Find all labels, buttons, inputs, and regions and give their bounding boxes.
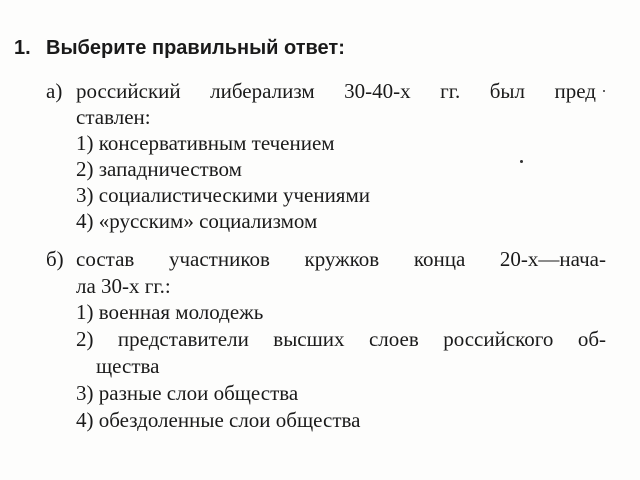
part-a-option-3: 3) социалистическими учениями [76, 183, 370, 207]
part-b-option-2: 2) представители высших слоев российского об- [76, 327, 606, 351]
part-a-option-4: 4) «русским» социализмом [76, 209, 318, 233]
part-b-label: б) [46, 247, 64, 271]
part-a-option-1: 1) консервативным течением [76, 131, 335, 155]
part-a-prompt-line1: российский либерализм 30-40-х гг. был пред [76, 79, 596, 103]
part-a-label: а) [46, 79, 63, 103]
part-b-option-3: 3) разные слои общества [76, 381, 299, 405]
part-b-option-4: 4) обездоленные слои общества [76, 408, 361, 432]
question-title: Выберите правильный ответ: [46, 37, 345, 59]
part-a-option-2: 2) западничеством [76, 157, 242, 181]
scan-speck [603, 90, 605, 92]
scan-speck [520, 160, 523, 163]
part-b-option-2-continuation: щества [96, 354, 160, 378]
question-number: 1. [14, 37, 31, 59]
part-b-prompt-line2: ла 30-х гг.: [76, 274, 171, 298]
part-b-option-1: 1) военная молодежь [76, 300, 264, 324]
part-b-prompt-line1: состав участников кружков конца 20-х—нача- [76, 247, 606, 271]
part-a-prompt-line2: ставлен: [76, 105, 151, 129]
